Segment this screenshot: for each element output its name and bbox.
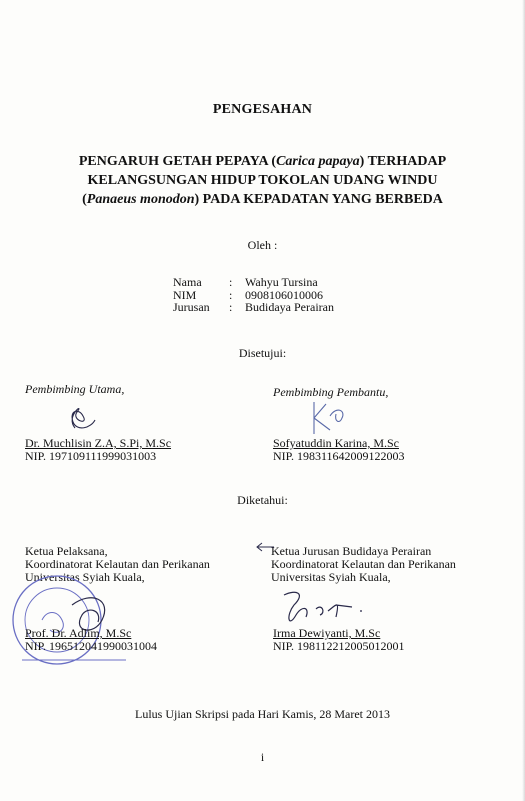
field-colon: : [229,287,233,302]
ketua-jurusan-university: Universitas Syiah Kuala, [271,570,391,584]
page-number: i [260,750,265,764]
thesis-title-line-2: KELANGSUNGAN HIDUP TOKOLAN UDANG WINDU [87,173,438,188]
ketua-pelaksana-block [25,545,210,584]
title-text: ) PADA KEPADATAN YANG BERBEDA [194,192,443,207]
diketahui-label: Diketahui: [237,493,288,507]
pembimbing-pembantu-role: Pembimbing Pembantu, [273,385,389,399]
ketua-pelaksana-name-block [25,627,157,653]
pembimbing-utama-block [25,383,124,396]
pembimbing-utama-nip: NIP. 197109111999031003 [25,449,157,463]
thesis-title-line-1 [0,153,525,170]
pembimbing-utama-name: Dr. Muchlisin Z.A, S.Pi, M.Sc [25,436,172,450]
pembimbing-pembantu-name-block [273,437,405,463]
pembimbing-pembantu-block [273,386,388,399]
pembimbing-pembantu-nip: NIP. 198311642009122003 [273,449,405,463]
pembimbing-pembantu-name: Sofyatuddin Karina, M.Sc [273,436,399,450]
title-italic: Carica papaya [276,154,360,169]
author-jurusan: Budidaya Perairan [245,300,334,314]
title-text: ( [82,192,87,207]
ketua-pelaksana-unit: Koordinatorat Kelautan dan Perikanan [25,557,210,571]
title-text: PENGARUH GETAH PEPAYA ( [78,154,277,169]
field-colon: : [229,275,233,289]
ketua-jurusan-unit: Koordinatorat Kelautan dan Perikanan [271,557,456,571]
ketua-pelaksana-university: Universitas Syiah Kuala, [25,570,145,584]
ketua-jurusan-nip: NIP. 198112212005012001 [273,639,405,653]
page-heading: PENGESAHAN [212,102,313,117]
ketua-pelaksana-name: Prof. Dr. Adlim, M.Sc [25,626,132,640]
author-name: Wahyu Tursina [245,275,318,289]
author-jurusan-row [173,301,334,314]
pembimbing-pembantu-signature [300,396,360,440]
field-colon: : [229,300,233,314]
ketua-pelaksana-nip: NIP. 196512041990031004 [25,639,158,653]
field-label: Nama [173,275,202,289]
pembimbing-utama-role: Pembimbing Utama, [25,382,125,396]
graduation-statement: Lulus Ujian Skripsi pada Hari Kamis, 28 Maret 2013 [135,707,390,721]
ketua-jurusan-title: Ketua Jurusan Budidaya Perairan [271,544,432,558]
field-label: Jurusan [173,300,210,314]
disetujui-label: Disetujui: [238,346,287,360]
pembimbing-utama-signature [55,398,115,438]
ketua-jurusan-name-block [273,627,405,653]
ketua-jurusan-block [271,545,456,584]
oleh-label: Oleh : [247,238,278,252]
author-info [173,276,334,314]
title-text: ) TERHADAP [359,154,447,169]
author-name-row [173,276,334,289]
ketua-pelaksana-title: Ketua Pelaksana, [25,544,108,558]
thesis-title-line-3 [0,191,525,208]
ketua-jurusan-name: Irma Dewiyanti, M.Sc [273,626,381,640]
title-italic: Panaeus monodon [86,192,195,207]
author-nim: 0908106010006 [245,287,323,302]
field-label: NIM [173,287,197,302]
pembimbing-utama-name-block [25,437,171,463]
